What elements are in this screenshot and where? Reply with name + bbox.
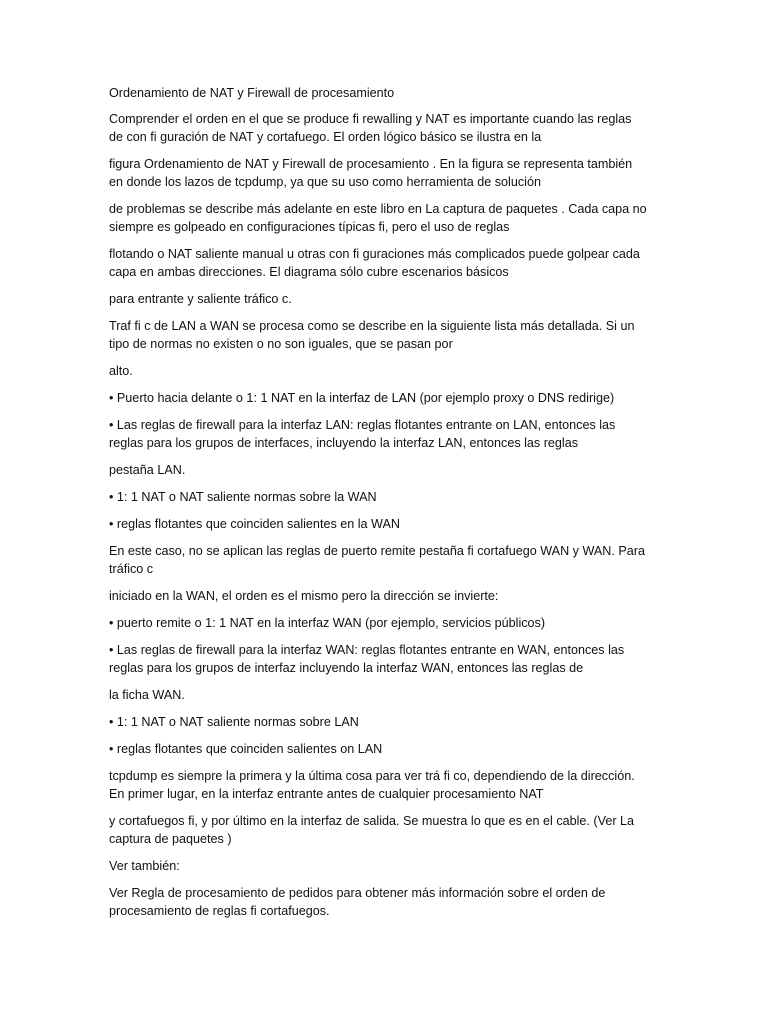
text-line: capa en ambas direcciones. El diagrama sólo cubre escenarios básicos — [109, 265, 509, 279]
text-line: • Las reglas de firewall para la interfaz LAN: reglas flotantes entrante on LAN, entonces las — [109, 418, 616, 432]
paragraph — [109, 542, 661, 578]
text-line: de con fi guración de NAT y cortafuego. El orden lógico básico se ilustra en la — [109, 130, 542, 144]
text-line: Ver Regla de procesamiento de pedidos para obtener más información sobre el orden de — [109, 886, 606, 900]
paragraph — [109, 884, 661, 920]
list-item — [109, 614, 661, 632]
text-line: Comprender el orden en el que se produce fi rewalling y NAT es importante cuando las reglas — [109, 112, 632, 126]
text-line: reglas para los grupos de interfaces, incluyendo la interfaz LAN, entonces las reglas — [109, 436, 579, 450]
list-item — [109, 515, 661, 533]
paragraph — [109, 857, 661, 875]
paragraph — [109, 245, 661, 281]
list-item — [109, 713, 661, 731]
text-line: En primer lugar, en la interfaz entrante antes de cualquier procesamiento NAT — [109, 787, 544, 801]
list-item — [109, 416, 661, 452]
text-line: • reglas flotantes que coinciden salientes en la WAN — [109, 517, 400, 531]
text-line: • reglas flotantes que coinciden salientes on LAN — [109, 742, 383, 756]
paragraph — [109, 362, 661, 380]
text-line: • 1: 1 NAT o NAT saliente normas sobre LAN — [109, 715, 359, 729]
text-line: figura Ordenamiento de NAT y Firewall de procesamiento . En la figura se representa también — [109, 157, 633, 171]
document-title — [109, 84, 661, 102]
text-line: reglas para los grupos de interfaz incluyendo la interfaz WAN, entonces las reglas de — [109, 661, 584, 675]
paragraph — [109, 461, 661, 479]
text-line: captura de paquetes ) — [109, 832, 232, 846]
text-line: • Puerto hacia delante o 1: 1 NAT en la interfaz de LAN (por ejemplo proxy o DNS redirige) — [109, 391, 615, 405]
text-line: tráfico c — [109, 562, 154, 576]
list-item — [109, 740, 661, 758]
text-line: procesamiento de reglas fi cortafuegos. — [109, 904, 330, 918]
document-page — [109, 84, 661, 929]
paragraph — [109, 767, 661, 803]
text-line: • puerto remite o 1: 1 NAT en la interfaz WAN (por ejemplo, servicios públicos) — [109, 616, 546, 630]
text-line: • Las reglas de firewall para la interfaz WAN: reglas flotantes entrante en WAN, entonces las — [109, 643, 625, 657]
text-line: tipo de normas no existen o no son iguales, que se pasan por — [109, 337, 453, 351]
paragraph — [109, 155, 661, 191]
text-line: flotando o NAT saliente manual u otras con fi guraciones más complicados puede golpear cada — [109, 247, 640, 261]
text-line: Traf fi c de LAN a WAN se procesa como se describe en la siguiente lista más detallada. Si un — [109, 319, 635, 333]
paragraph — [109, 812, 661, 848]
paragraph — [109, 317, 661, 353]
list-item — [109, 488, 661, 506]
list-item — [109, 641, 661, 677]
paragraph — [109, 290, 661, 308]
text-line: Ordenamiento de NAT y Firewall de procesamiento — [109, 86, 395, 100]
paragraph — [109, 587, 661, 605]
text-line: • 1: 1 NAT o NAT saliente normas sobre la WAN — [109, 490, 377, 504]
text-line: alto. — [109, 364, 133, 378]
list-item — [109, 389, 661, 407]
paragraph — [109, 110, 661, 146]
text-line: en donde los lazos de tcpdump, ya que su uso como herramienta de solución — [109, 175, 541, 189]
paragraph — [109, 686, 661, 704]
text-line: la ficha WAN. — [109, 688, 185, 702]
text-line: siempre es golpeado en configuraciones típicas fi, pero el uso de reglas — [109, 220, 510, 234]
text-line: de problemas se describe más adelante en este libro en La captura de paquetes . Cada capa no — [109, 202, 647, 216]
text-line: En este caso, no se aplican las reglas de puerto remite pestaña fi cortafuego WAN y WAN. Para — [109, 544, 645, 558]
text-line: para entrante y saliente tráfico c. — [109, 292, 292, 306]
text-line: tcpdump es siempre la primera y la última cosa para ver trá fi co, dependiendo de la dirección. — [109, 769, 635, 783]
paragraph — [109, 200, 661, 236]
text-line: iniciado en la WAN, el orden es el mismo pero la dirección se invierte: — [109, 589, 499, 603]
text-line: pestaña LAN. — [109, 463, 186, 477]
text-line: Ver también: — [109, 859, 180, 873]
text-line: y cortafuegos fi, y por último en la interfaz de salida. Se muestra lo que es en el cable. (Ver La — [109, 814, 635, 828]
